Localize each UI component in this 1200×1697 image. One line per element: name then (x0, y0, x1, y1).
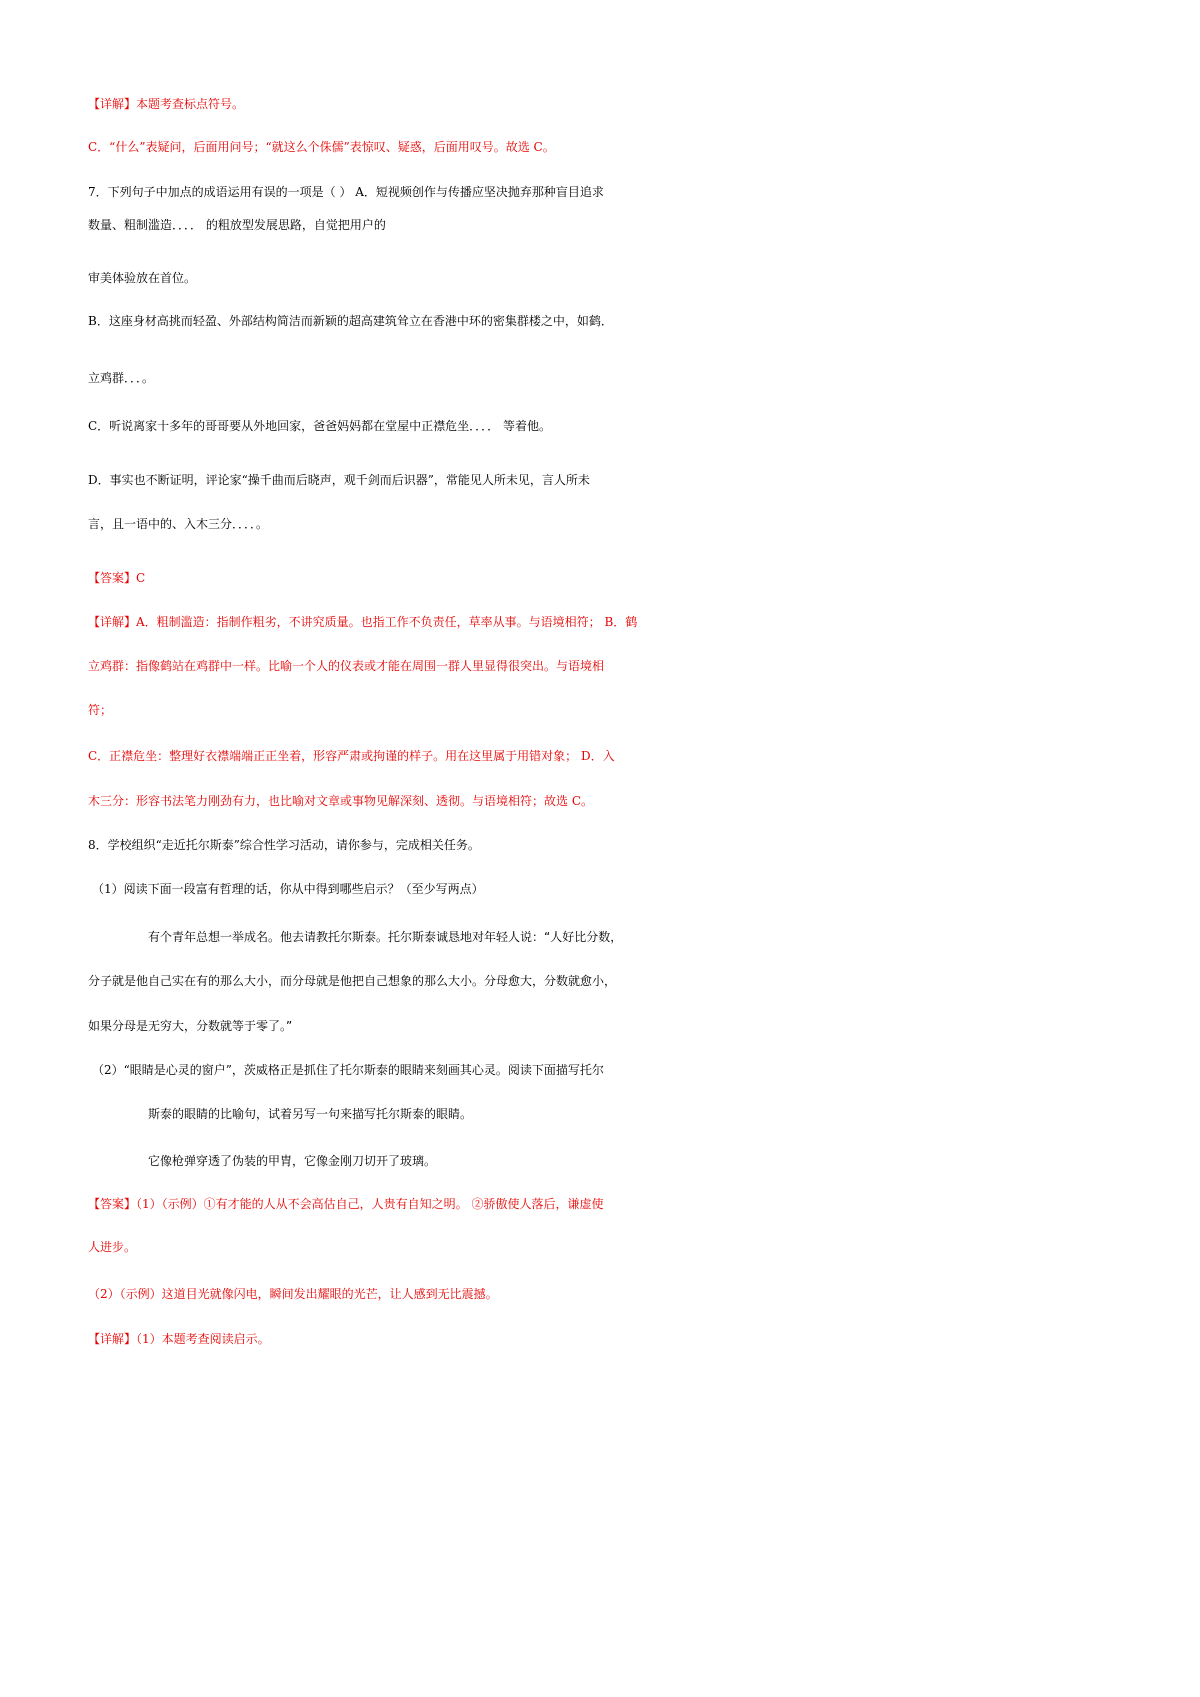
quoted-sentence: 它像枪弹穿透了伪装的甲胄，它像金刚刀切开了玻璃。 (148, 1154, 437, 1168)
question-8-part-1: （1）阅读下面一段富有哲理的话，你从中得到哪些启示？（至少写两点） (92, 882, 484, 896)
quoted-passage: 有个青年总想一举成名。他去请教托尔斯泰。托尔斯泰诚恳地对年轻人说：“人好比分数， (148, 930, 623, 944)
explanation-heading: 【详解】本题考查标点符号。 (88, 97, 245, 111)
explanation-heading: 【详解】（1）本题考查阅读启示。 (88, 1332, 270, 1346)
question-7-option-d: D．事实也不断证明，评论家“操千曲而后晓声，观千剑而后识器”，常能见人所未见，言人所未 (88, 473, 590, 487)
quoted-passage: 如果分母是无穷大，分数就等于零了。” (88, 1019, 293, 1033)
explanation-text: 符； (88, 703, 113, 717)
question-7-option-a: 数量、粗制滥造．．．． 的粗放型发展思路，自觉把用户的 (88, 218, 386, 232)
answer-text: 人进步。 (88, 1240, 137, 1254)
question-7-stem: 7．下列句子中加点的成语运用有误的一项是（ ） A．短视频创作与传播应坚决抛弃那种盲目追求 (88, 185, 604, 199)
answer-text: （2）（示例）这道目光就像闪电，瞬间发出耀眼的光芒，让人感到无比震撼。 (88, 1287, 498, 1301)
quoted-passage: 分子就是他自己实在有的那么大小，而分母就是他把自己想象的那么大小。分母愈大，分数就愈小， (88, 974, 617, 988)
explanation-text: C．“什么”表疑问，后面用问号；“就这么个侏儒”表惊叹、疑惑，后面用叹号。故选 C。 (88, 140, 555, 154)
question-7-option-c: C．听说离家十多年的哥哥要从外地回家，爸爸妈妈都在堂屋中正襟危坐．．．． 等着他。 (88, 419, 551, 433)
question-7-option-b: B．这座身材高挑而轻盈、外部结构简洁而新颖的超高建筑耸立在香港中环的密集群楼之中，如鹤． (88, 314, 613, 328)
question-8-part-2: （2）“眼睛是心灵的窗户”，茨威格正是抓住了托尔斯泰的眼睛来刻画其心灵。阅读下面描写托尔 (92, 1063, 604, 1077)
explanation-text: 木三分：形容书法笔力刚劲有力，也比喻对文章或事物见解深刻、透彻。与语境相符；故选 C。 (88, 794, 593, 808)
answer-text: 【答案】（1）（示例）①有才能的人从不会高估自己，人贵有自知之明。 ②骄傲使人落后，谦虚使 (88, 1197, 604, 1211)
question-7-option-d-cont: 言，且一语中的、入木三分．．．．。 (88, 517, 269, 531)
question-7-option-a-cont: 审美体验放在首位。 (88, 271, 197, 285)
explanation-text: 【详解】A．粗制滥造：指制作粗劣，不讲究质量。也指工作不负责任，草率从事。与语境相符； B．鹤 (88, 615, 638, 629)
explanation-text: C．正襟危坐：整理好衣襟端端正正坐着，形容严肃或拘谨的样子。用在这里属于用错对象； D．入 (88, 749, 615, 763)
answer-label: 【答案】C (88, 571, 146, 585)
explanation-text: 立鸡群：指像鹤站在鸡群中一样。比喻一个人的仪表或才能在周围一群人里显得很突出。与语境相 (88, 659, 605, 673)
question-7-option-b-cont: 立鸡群．．．。 (88, 371, 155, 385)
question-8-stem: 8．学校组织“走近托尔斯泰”综合性学习活动，请你参与，完成相关任务。 (88, 838, 480, 852)
question-8-part-2-cont: 斯泰的眼睛的比喻句，试着另写一句来描写托尔斯泰的眼睛。 (148, 1107, 473, 1121)
